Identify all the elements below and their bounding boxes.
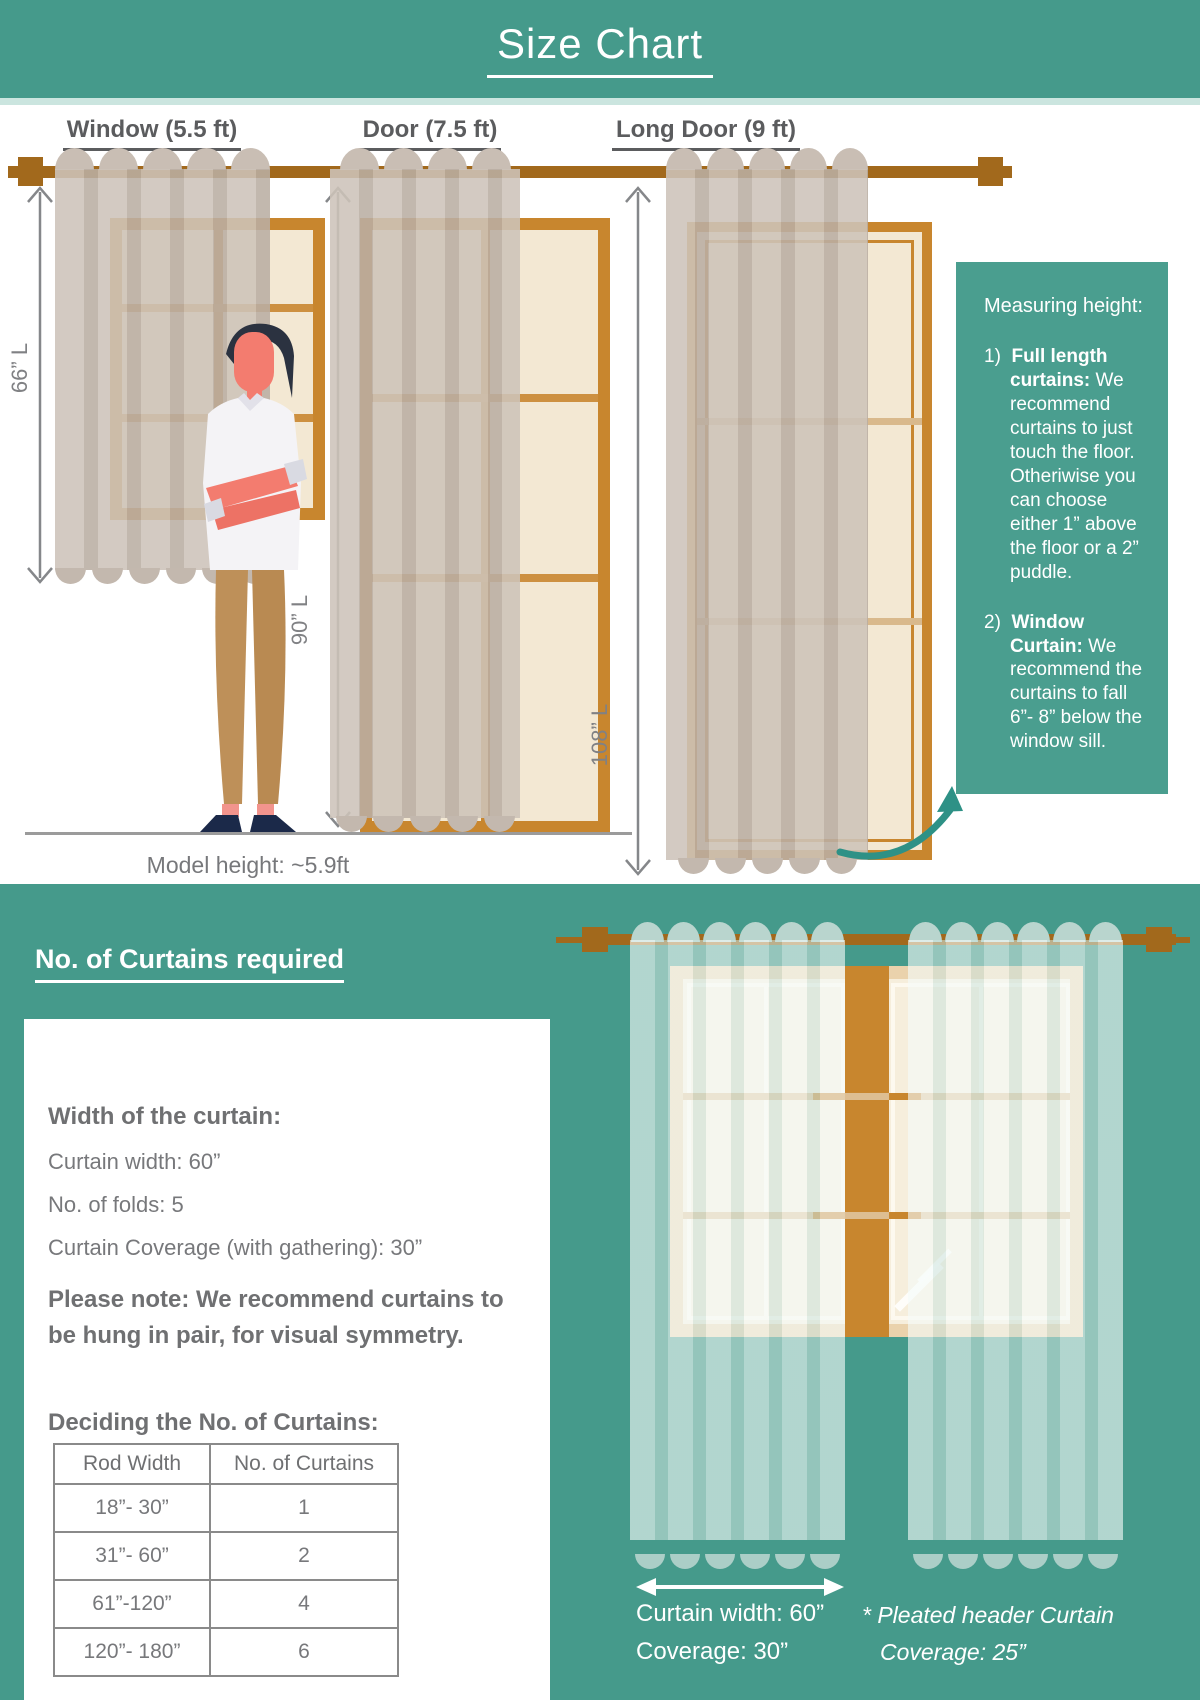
label-window: Window (5.5 ft) bbox=[52, 116, 252, 151]
spec-coverage: Curtain Coverage (with gathering): 30” bbox=[48, 1235, 423, 1260]
length-66: 66” L bbox=[7, 342, 32, 394]
length-90: 90” L bbox=[287, 594, 312, 646]
curtain-scallops bbox=[630, 922, 845, 942]
curtain-90 bbox=[330, 148, 520, 834]
curtains-required-heading: No. of Curtains required bbox=[35, 944, 344, 983]
coverage-label: Coverage: 30” bbox=[636, 1638, 789, 1665]
rod-finial bbox=[978, 157, 1003, 186]
pair-note: Please note: We recommend curtains to be hung in pair, for visual symmetry. bbox=[48, 1286, 504, 1349]
arrow-108 bbox=[622, 184, 654, 878]
col-rod-width: Rod Width bbox=[54, 1444, 210, 1484]
table-row: 120”- 180” 6 bbox=[54, 1628, 398, 1676]
col-no-of-curtains: No. of Curtains bbox=[210, 1444, 398, 1484]
label-long-door: Long Door (9 ft) bbox=[600, 116, 812, 151]
measuring-height-box bbox=[956, 262, 1168, 794]
info-item-2: 2) Window Curtain: We recommend the curtains to fall 6”- 8” below the window sill. bbox=[984, 611, 1143, 753]
curtain-bottom-waves bbox=[330, 816, 520, 832]
curtain-scallops bbox=[55, 148, 270, 170]
person-illustration bbox=[150, 318, 330, 838]
table-row: 31”- 60” 2 bbox=[54, 1532, 398, 1580]
curtain-width-label: Curtain width: 60” bbox=[636, 1600, 825, 1627]
width-title: Width of the curtain: bbox=[48, 1103, 282, 1130]
curtain-bottom-waves bbox=[908, 1554, 1123, 1569]
curtain-108 bbox=[666, 148, 868, 876]
width-arrow-icon bbox=[634, 1576, 846, 1598]
window-center-stile bbox=[845, 966, 889, 1337]
table-row: 18”- 30” 1 bbox=[54, 1484, 398, 1532]
info-box-title: Measuring height: bbox=[984, 295, 1143, 317]
rod-bracket bbox=[18, 157, 43, 186]
rod-stem bbox=[1168, 937, 1190, 943]
curtain-info-card bbox=[24, 1019, 550, 1700]
curtain-count-table bbox=[53, 1443, 399, 1677]
curtain-scallops bbox=[908, 922, 1123, 942]
curved-arrow-icon bbox=[826, 784, 976, 868]
header bbox=[0, 0, 1200, 98]
length-108: 108” L bbox=[587, 703, 612, 767]
info-item-1: 1) Full length curtains: We recommend curtains to just touch the floor. Otheriwise you can choose either 1” above the floor or a 2” puddle. bbox=[984, 346, 1139, 583]
curtain-scallops bbox=[330, 148, 520, 170]
header-divider bbox=[0, 98, 1200, 105]
pleated-note-line2: Coverage: 25” bbox=[880, 1639, 1026, 1665]
sheer-curtain-right bbox=[908, 922, 1123, 1555]
table-header-row bbox=[54, 1444, 398, 1484]
curtain-bottom-waves bbox=[630, 1554, 845, 1569]
spec-curtain-width: Curtain width: 60” bbox=[48, 1149, 221, 1174]
pleated-note-line1: * Pleated header Curtain bbox=[862, 1602, 1114, 1628]
label-door: Door (7.5 ft) bbox=[330, 116, 530, 151]
page-title: Size Chart bbox=[487, 20, 713, 78]
model-height-label: Model height: ~5.9ft bbox=[146, 852, 350, 878]
deciding-title: Deciding the No. of Curtains: bbox=[48, 1409, 379, 1436]
spec-folds: No. of folds: 5 bbox=[48, 1192, 184, 1217]
curtain-scallops bbox=[666, 148, 868, 170]
sheer-curtain-left bbox=[630, 922, 845, 1555]
table-row: 61”-120” 4 bbox=[54, 1580, 398, 1628]
